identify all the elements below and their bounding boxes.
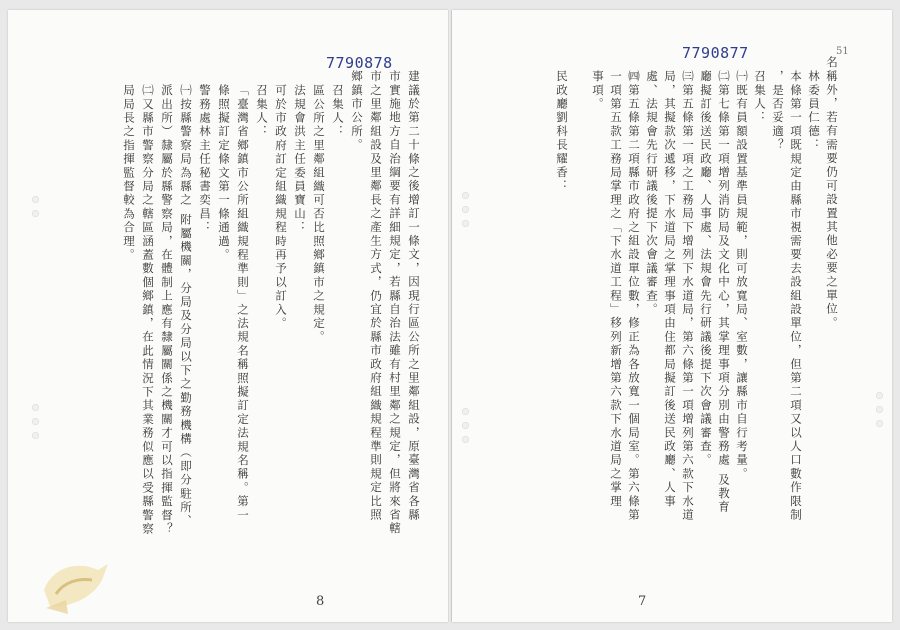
binding-hole [462,422,469,429]
left-col-7: 法規會洪主任委員寶山： [293,84,307,235]
left-col-2: 市實施地方自治綱要有詳細規定，若縣自治法雖有村里鄰之規定，但將來省轄 [388,70,402,536]
right-col-9: ㈢第五條第一項之工務局下增列下水道局，第六條第一項增列第六款下水道 [681,70,695,523]
right-col-6: ㈠既有員額設置基準員規範，則可放寬局、室數，讓縣市自行考量。 [735,70,749,481]
binding-hole [462,206,469,213]
binding-hole [876,406,883,413]
right-col-12: ㈣第五條第二項縣市政府之組設單位數，修正為各放寬一個局室。第六條第 [627,70,641,523]
right-page-number: 7 [638,594,647,609]
left-col-8: 可於市政府訂定組織規程時再予以訂入。 [274,84,288,331]
left-col-4: 鄉鎮市公所。 [350,70,364,153]
binding-hole [876,420,883,427]
left-col-6: 區公所之里鄰組織可否比照鄉鎮市之規定。 [312,84,326,345]
left-page-number: 8 [316,594,325,609]
right-col-10: 局，其擬款次遞移，下水道局之掌理事項由住都局擬訂後送民政廳、人事 [663,70,677,509]
binding-hole [462,220,469,227]
right-col-16: 民政廳劉科長耀香： [555,70,569,194]
right-col-13: 一項第五款工務局掌理之「下水道工程」移列新增第六款下水道局之掌理 [609,70,623,509]
right-col-14: 事項。 [591,70,605,112]
right-col-3: 本條第一項既規定由縣市視需要去設組設單位，但第二項又以人口數作限制 [789,70,803,523]
right-col-7: ㈡第七條第一項增列消防局及文化中心，其掌理事項分別由警務處 及教育 [717,70,731,515]
left-col-15: ㈡又縣市警察分局之轄區涵蓋數個鄉鎮，在此情況下其業務似應以受縣警察 [141,84,155,537]
right-col-8: 廳擬訂後送民政廳、人事處、法規會先行研議後提下次會議審查。 [699,70,713,468]
binding-hole [876,392,883,399]
right-serial-number: 7790877 [682,44,749,62]
binding-hole [32,432,39,439]
corner-mark: 51 [836,46,849,57]
left-col-9: 召集人： [255,84,269,139]
right-col-11: 處、法規會先行研議後提下次會議審查。 [645,70,659,317]
left-col-10: 「臺灣省鄉鎮市公所組織規程準則」之法規名稱照擬訂定法規名稱。第一 [236,84,250,523]
document-spread [8,10,892,622]
left-col-16: 局局長之指揮監督較為合理。 [122,84,136,263]
left-col-11: 條照擬訂定條文第一條通過。 [217,84,231,263]
left-col-13: ㈠按縣警察局為縣之 附屬機關，分局及分局以下之勤務機構（即分駐所、 [179,84,193,529]
archive-watermark-logo [38,550,118,620]
binding-hole [462,192,469,199]
binding-hole [462,408,469,415]
left-page [8,10,448,622]
binding-hole [462,436,469,443]
left-col-3: 市之里鄰組設及里鄰長之產生方式，仍宜於縣市政府組織規程準則規定比照 [369,70,383,523]
right-col-4: ，是否妥適？ [771,70,785,153]
right-col-1: 名稱外，若有需要仍可設置其他必要之單位。 [825,56,839,330]
left-col-12: 警務處林主任秘書奕昌： [198,84,212,235]
binding-hole [32,404,39,411]
binding-hole [32,418,39,425]
right-col-5: 召集人： [753,70,767,125]
left-col-5: 召集人： [331,84,345,139]
left-col-1: 建議於第二十條之後增訂一條文，因現行區公所之里鄰組設，原臺灣省各縣 [407,70,421,523]
binding-hole [32,210,39,217]
left-col-14: 派出所）隸屬於縣警察局，在體制上應有隸屬關係之機關才可以指揮監督？ [160,84,174,537]
right-col-2: 林委員仁德： [807,70,821,153]
right-page [452,10,892,622]
left-serial-number: 7790878 [326,54,393,72]
binding-hole [32,196,39,203]
